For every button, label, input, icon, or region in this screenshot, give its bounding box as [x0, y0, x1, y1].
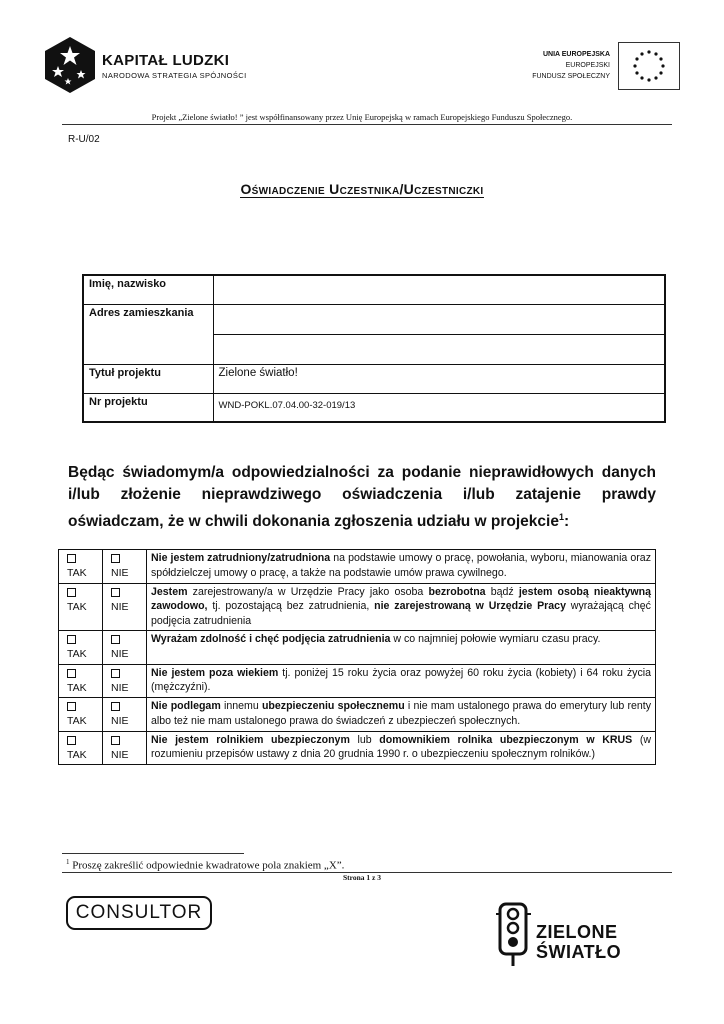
table-row: [59, 550, 656, 584]
statement-bold: Nie podlegam: [151, 700, 221, 712]
kapital-ludzki-title: KAPITAŁ LUDZKI: [102, 52, 230, 69]
document-code: R-U/02: [68, 134, 100, 145]
page-title-text: Oświadczenie Uczestnika/Uczestniczki: [240, 181, 484, 197]
no-label: NIE: [111, 600, 129, 613]
statement-plain: (w rozumieniu przepisów ustawy z dnia 20 grudnia 1990 r. o ubezpieczeniu społecznym rolników.): [151, 733, 652, 760]
address-field[interactable]: [213, 304, 665, 334]
yes-label: TAK: [67, 715, 87, 727]
participant-info-table: [82, 274, 666, 423]
zielone-swiatlo-line-1: ZIELONE: [536, 922, 618, 942]
statement-text: [147, 631, 656, 665]
project-number-value: WND-POKL.07.04.00-32-019/13: [213, 393, 665, 422]
kapital-ludzki-emblem-icon: [44, 36, 96, 94]
kapital-ludzki-logo: [44, 36, 247, 96]
table-row: [59, 631, 656, 665]
traffic-light-icon: [494, 902, 534, 968]
statement-bold: nie zarejestrowaną w Urzędzie Pracy: [374, 600, 566, 612]
eu-logo: [510, 40, 680, 94]
statement-bold: Jestem: [151, 585, 188, 598]
statement-bold: Wyrażam zdolność i chęć podjęcia zatrudnienia: [151, 633, 391, 645]
page-number: Strona 1 z 3: [343, 873, 381, 882]
checkbox-icon[interactable]: [67, 669, 76, 678]
checkbox-icon[interactable]: [67, 635, 76, 644]
checkbox-icon[interactable]: [67, 554, 76, 563]
name-label: Imię, nazwisko: [83, 275, 213, 304]
statement-plain: w co najmniej połowie wymiaru czasu pracy.: [390, 633, 601, 645]
eu-line-2: EUROPEJSKI: [565, 62, 610, 69]
eu-flag-icon: [618, 42, 680, 90]
statement-text: [147, 731, 656, 765]
statement-bold: ubezpieczeniu społecznemu: [261, 700, 405, 712]
statement-bold: Nie jestem poza wiekiem: [151, 666, 279, 679]
no-label: NIE: [111, 567, 129, 579]
declaration-intro-end: :: [563, 513, 570, 531]
checkbox-icon[interactable]: [111, 669, 120, 678]
consultor-logo: CONSULTOR: [66, 896, 212, 930]
no-label: NIE: [111, 715, 129, 727]
no-label: NIE: [111, 748, 129, 761]
statement-plain: lub: [349, 733, 380, 746]
checkbox-icon[interactable]: [111, 736, 120, 745]
yes-label: TAK: [67, 681, 87, 694]
address-field-line-2[interactable]: [213, 334, 665, 364]
statement-bold: Nie jestem zatrudniony/zatrudniona: [151, 552, 331, 564]
footnote-divider: [62, 853, 244, 854]
project-title-value: Zielone światło!: [213, 364, 665, 393]
zielone-swiatlo-logo: [494, 902, 644, 968]
funding-statement: Projekt „Zielone światło! ” jest współfinansowany przez Unię Europejską w ramach Europejskiego Funduszu Społecznego.: [151, 112, 573, 122]
checkbox-icon[interactable]: [111, 635, 120, 644]
statement-bold: Nie jestem rolnikiem ubezpieczonym: [151, 733, 350, 746]
statement-text: [147, 698, 656, 732]
table-row: [59, 698, 656, 732]
yes-label: TAK: [67, 567, 87, 579]
yes-label: TAK: [67, 748, 87, 761]
checkbox-icon[interactable]: [111, 588, 120, 597]
statement-bold: jestem osobą nieaktywną zawodowo,: [151, 585, 652, 612]
table-row: [59, 664, 656, 698]
statement-bold: bezrobotna: [428, 585, 486, 598]
eu-line-3: FUNDUSZ SPOŁECZNY: [532, 73, 610, 80]
footnote-number: 1: [66, 858, 70, 866]
declarations-table: [58, 549, 656, 765]
no-label: NIE: [111, 681, 129, 694]
yes-label: TAK: [67, 600, 87, 613]
name-field[interactable]: [213, 275, 665, 304]
no-label: NIE: [111, 648, 129, 660]
project-number-label: Nr projektu: [83, 393, 213, 422]
header-divider: [62, 124, 672, 125]
declaration-intro-text: Będąc świadomym/a odpowiedzialności za podanie nieprawidłowych danych i/lub złożenie nieprawdziwego oświadczenia i/lub zatajenie prawdy oświadczam, że w chwili dokonania zgłoszenia udziału w projekcie: [68, 464, 656, 531]
statement-plain: innemu: [220, 700, 262, 712]
table-row: [59, 583, 656, 631]
statement-plain: i nie mam ustalonego prawa do emerytury lub renty albo też nie mam ustalonego prawa do świadczeń z ubezpieczeń społecznych.: [151, 700, 651, 727]
statement-text: [147, 583, 656, 631]
yes-label: TAK: [67, 648, 87, 660]
table-row: [59, 731, 656, 765]
checkbox-icon[interactable]: [111, 702, 120, 711]
statement-text: [147, 664, 656, 698]
declaration-intro: [68, 462, 656, 533]
statement-plain: tj. poniżej 15 roku życia oraz powyżej 60 roku życia (kobiety) i 64 roku życia (mężczyźni).: [151, 666, 651, 693]
kapital-ludzki-subtitle: NARODOWA STRATEGIA SPÓJNOŚCI: [102, 71, 247, 80]
address-label: Adres zamieszkania: [83, 304, 213, 364]
checkbox-icon[interactable]: [67, 702, 76, 711]
statement-plain: bądź: [485, 585, 519, 598]
page-title: [0, 181, 724, 197]
statement-plain: na podstawie umowy o pracę, powołania, wyboru, mianowania oraz spółdzielczej umowy o pracę, a także na podstawie umów prawa cywilnego.: [151, 552, 651, 579]
eu-line-1: UNIA EUROPEJSKA: [542, 51, 610, 58]
checkbox-icon[interactable]: [67, 588, 76, 597]
project-title-label: Tytuł projektu: [83, 364, 213, 393]
statement-plain: tj. pozostającą bez zatrudnienia,: [207, 600, 375, 612]
statement-plain: zarejestrowany/a w Urzędzie Pracy jako osoba: [187, 585, 429, 598]
statement-plain: wyrażającą chęć podjęcia zatrudnienia: [151, 600, 651, 627]
footnote-ref: 1: [558, 512, 564, 522]
checkbox-icon[interactable]: [67, 736, 76, 745]
statement-bold: domownikiem rolnika ubezpieczonym w KRUS: [379, 733, 633, 746]
footnote-text: Proszę zakreślić odpowiednie kwadratowe pola znakiem „X”.: [69, 859, 345, 872]
footnote: [66, 858, 344, 872]
statement-text: [147, 550, 656, 584]
checkbox-icon[interactable]: [111, 554, 120, 563]
zielone-swiatlo-line-2: ŚWIATŁO: [536, 942, 622, 962]
